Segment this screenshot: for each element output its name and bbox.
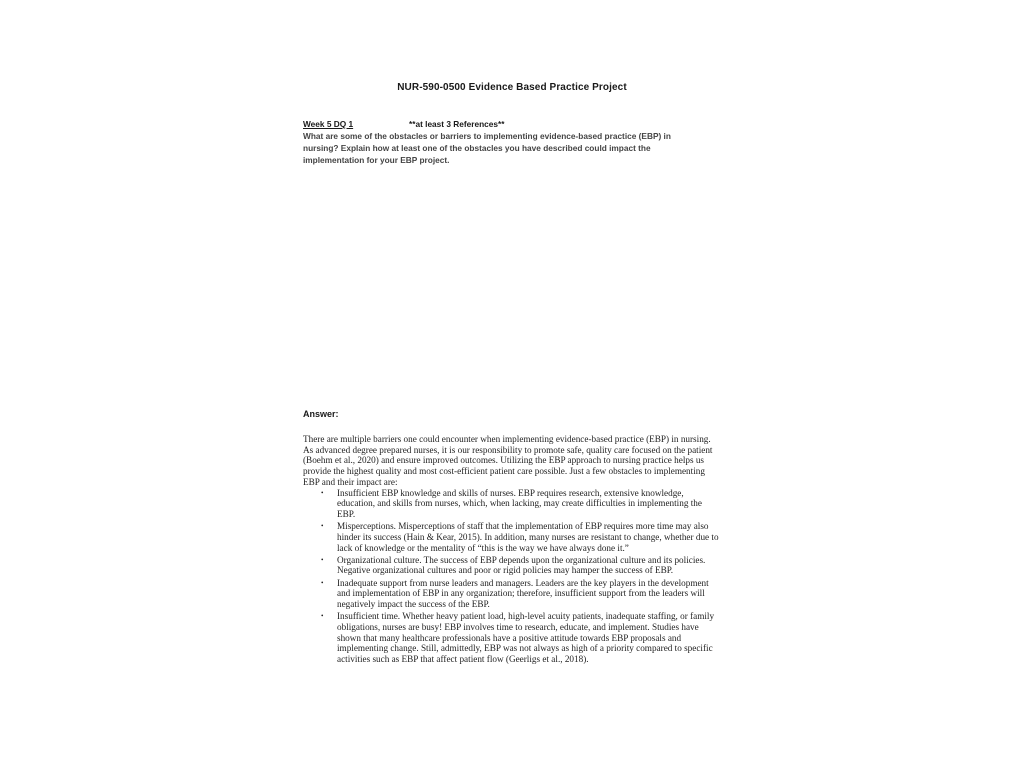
barrier-list xyxy=(303,488,721,665)
references-note: **at least 3 References** xyxy=(409,119,505,129)
bullet-icon: • xyxy=(321,555,324,564)
discussion-prompt xyxy=(303,118,703,166)
list-item xyxy=(303,578,721,610)
list-item xyxy=(303,555,721,576)
list-item xyxy=(303,521,721,553)
answer-heading: Answer: xyxy=(303,409,339,419)
answer-body xyxy=(303,434,721,666)
list-item xyxy=(303,611,721,665)
bullet-icon: • xyxy=(321,612,324,621)
barrier-text: Inadequate support from nurse leaders and managers. Leaders are the key players in the development and implementation of EBP in any organization; therefore, insufficient support from the leaders will negatively impact the success of the EBP. xyxy=(337,577,709,610)
bullet-icon: • xyxy=(321,578,324,587)
prompt-header xyxy=(303,118,703,130)
answer-intro: There are multiple barriers one could encounter when implementing evidence-based practice (EBP) in nursing. As advanced degree prepared nurses, it is our responsibility to promote safe, quality care focused on the patient (Boehm et al., 2020) and ensure improved outcomes. Utilizing the EBP approach to nursing practice helps us provide the highest quality and most cost-efficient patient care possible. Just a few obstacles to implementing EBP and their impact are: xyxy=(303,434,713,487)
barrier-text: Insufficient time. Whether heavy patient load, high-level acuity patients, inadequate staffing, or family obligations, nurses are busy! EBP involves time to research, educate, and implement. Studies have shown that many healthcare professionals have a positive attitude towards EBP proposals and implementing change. Still, admittedly, EBP was not always as high of a priority compared to specific activities such as EBP that affect patient flow (Geerligs et al., 2018). xyxy=(337,611,715,665)
barrier-text: Misperceptions. Misperceptions of staff that the implementation of EBP requires more time may also hinder its success (Hain & Kear, 2015). In addition, many nurses are resistant to change, whether due to lack of knowledge or the mentality of “this is the way we have always done it.” xyxy=(337,521,719,553)
barrier-text: Insufficient EBP knowledge and skills of nurses. EBP requires research, extensive knowledge, education, and skills from nurses, which, when lacking, may create difficulties in implementing the EBP. xyxy=(337,487,702,519)
bullet-icon: • xyxy=(321,488,324,497)
barrier-text: Organizational culture. The success of EBP depends upon the organizational culture and its policies. Negative organizational cultures and poor or rigid policies may hamper the success of EBP. xyxy=(337,554,706,576)
document-title: NUR-590-0500 Evidence Based Practice Project xyxy=(397,82,627,93)
discussion-question: What are some of the obstacles or barriers to implementing evidence-based practice (EBP) in nursing? Explain how at least one of the obstacles you have described could impact the implementation for your EBP project. xyxy=(303,131,671,165)
bullet-icon: • xyxy=(321,522,324,531)
week-label: Week 5 DQ 1 xyxy=(303,119,354,129)
list-item xyxy=(303,488,721,520)
